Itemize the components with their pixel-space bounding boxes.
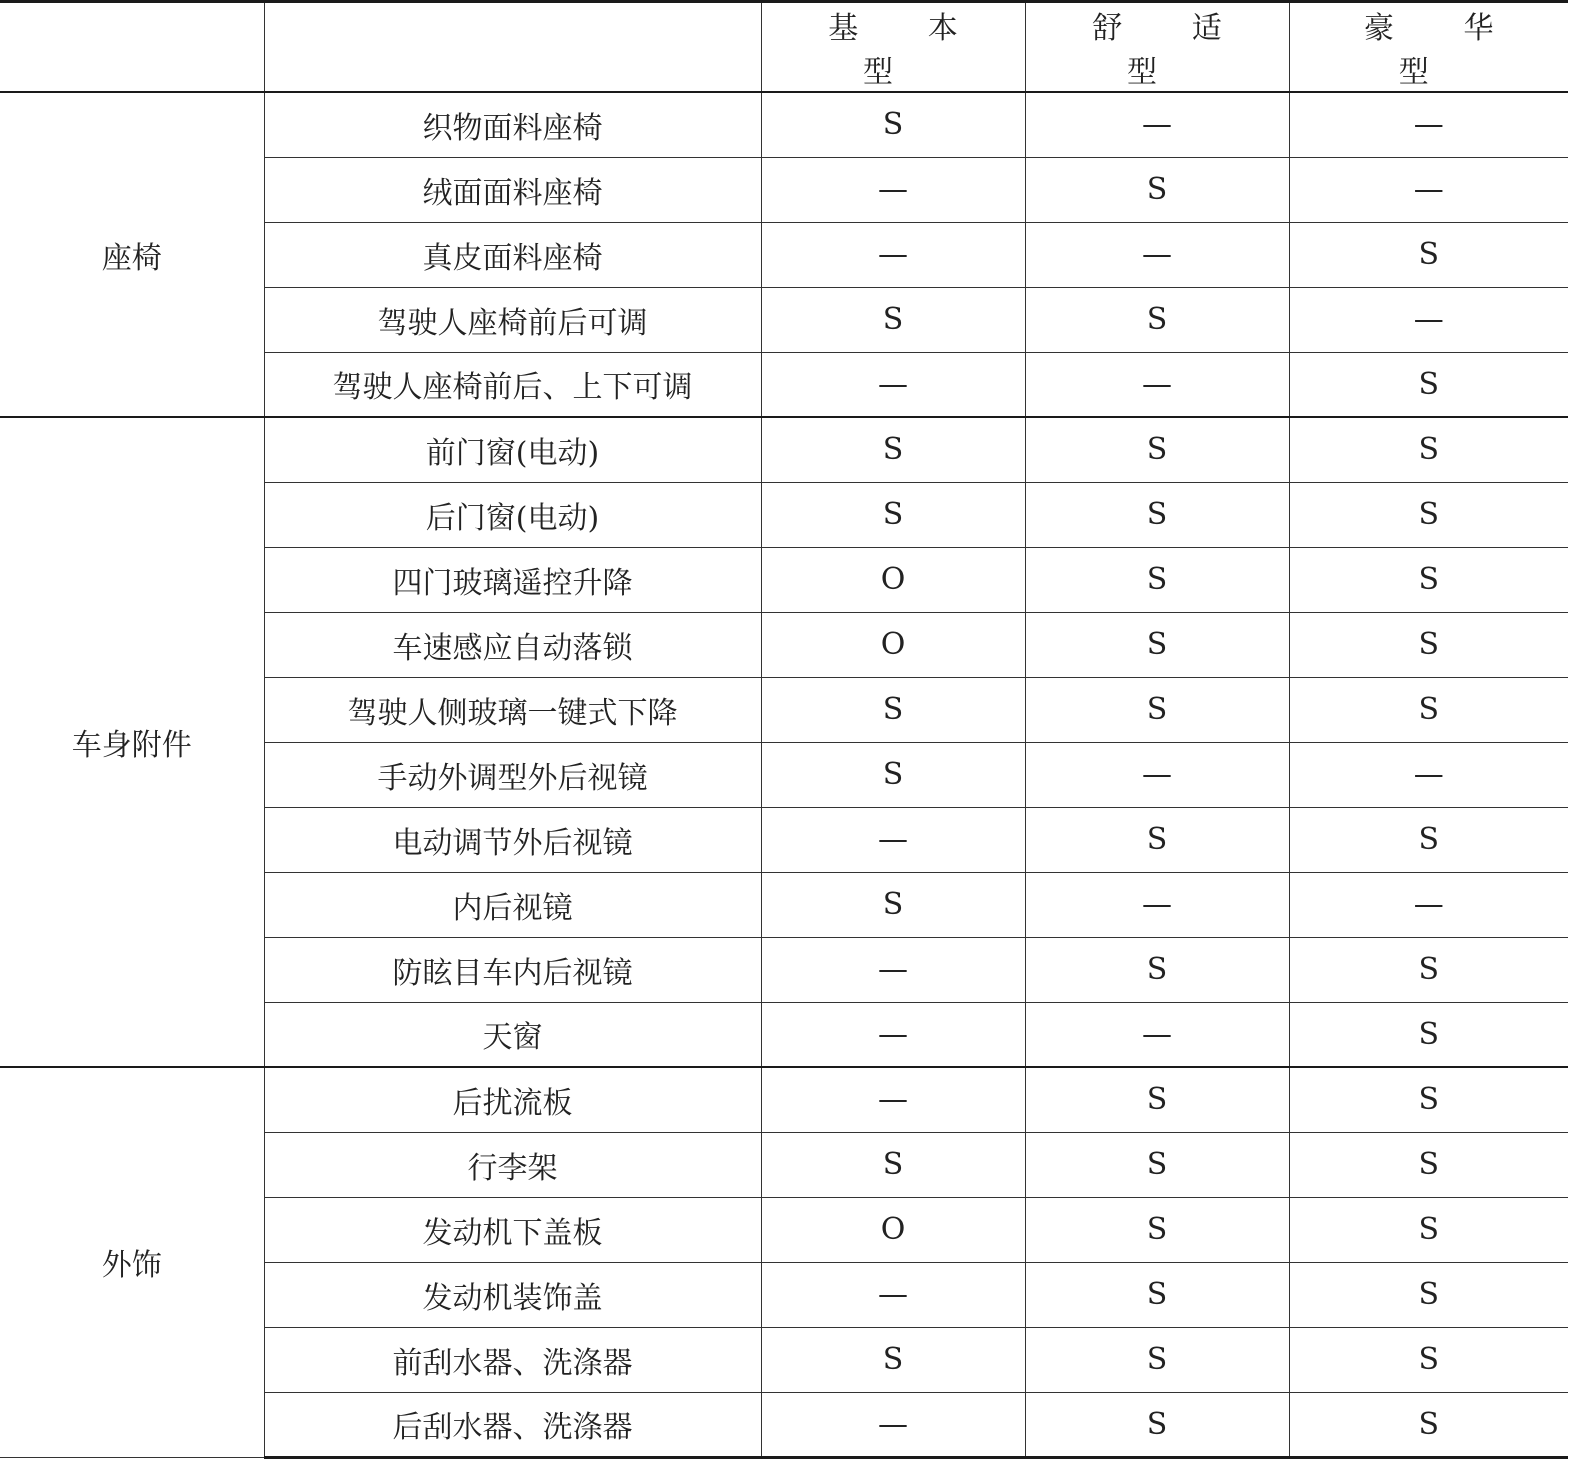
value-cell-luxury: S (1289, 1067, 1568, 1132)
value-cell-comfort: S (1025, 677, 1289, 742)
value-cell-basic: O (761, 612, 1025, 677)
value-cell-comfort: — (1025, 1002, 1289, 1067)
value-cell-comfort: S (1025, 937, 1289, 1002)
value-cell-basic: — (761, 937, 1025, 1002)
feature-name-cell: 电动调节外后视镜 (264, 807, 761, 872)
feature-name-cell: 手动外调型外后视镜 (264, 742, 761, 807)
feature-name-cell: 内后视镜 (264, 872, 761, 937)
value-cell-basic: S (761, 1132, 1025, 1197)
value-cell-luxury: S (1289, 482, 1568, 547)
category-cell: 车身附件 (0, 417, 264, 1067)
value-cell-luxury: S (1289, 547, 1568, 612)
value-cell-luxury: — (1289, 742, 1568, 807)
value-cell-luxury: S (1289, 1132, 1568, 1197)
header-comfort: 舒 适 型 (1025, 2, 1289, 93)
value-cell-comfort: S (1025, 1262, 1289, 1327)
value-cell-basic: — (761, 1392, 1025, 1457)
value-cell-luxury: S (1289, 937, 1568, 1002)
value-cell-luxury: S (1289, 352, 1568, 417)
value-cell-luxury: S (1289, 1327, 1568, 1392)
spec-body (0, 92, 1568, 1457)
value-cell-basic: S (761, 92, 1025, 157)
feature-name-cell: 驾驶人侧玻璃一键式下降 (264, 677, 761, 742)
category-cell: 座椅 (0, 92, 264, 417)
feature-name-cell: 织物面料座椅 (264, 92, 761, 157)
value-cell-comfort: S (1025, 157, 1289, 222)
feature-name-cell: 驾驶人座椅前后可调 (264, 287, 761, 352)
value-cell-comfort: S (1025, 1197, 1289, 1262)
feature-name-cell: 前刮水器、洗涤器 (264, 1327, 761, 1392)
feature-name-cell: 行李架 (264, 1132, 761, 1197)
feature-name-cell: 驾驶人座椅前后、上下可调 (264, 352, 761, 417)
value-cell-luxury: S (1289, 1002, 1568, 1067)
feature-name-cell: 四门玻璃遥控升降 (264, 547, 761, 612)
value-cell-luxury: — (1289, 872, 1568, 937)
feature-name-cell: 防眩目车内后视镜 (264, 937, 761, 1002)
feature-name-cell: 车速感应自动落锁 (264, 612, 761, 677)
value-cell-comfort: — (1025, 352, 1289, 417)
value-cell-comfort: S (1025, 482, 1289, 547)
table-row (0, 92, 1568, 157)
category-cell: 外饰 (0, 1067, 264, 1457)
value-cell-comfort: — (1025, 222, 1289, 287)
value-cell-basic: S (761, 417, 1025, 482)
value-cell-comfort: S (1025, 1067, 1289, 1132)
value-cell-basic: O (761, 1197, 1025, 1262)
value-cell-luxury: — (1289, 92, 1568, 157)
value-cell-basic: S (761, 872, 1025, 937)
header-basic: 基 本 型 (761, 2, 1025, 93)
value-cell-basic: — (761, 157, 1025, 222)
value-cell-luxury: S (1289, 1262, 1568, 1327)
value-cell-luxury: S (1289, 677, 1568, 742)
value-cell-luxury: S (1289, 222, 1568, 287)
table-row (0, 417, 1568, 482)
value-cell-luxury: — (1289, 157, 1568, 222)
header-blank-category (0, 2, 264, 93)
value-cell-basic: — (761, 1262, 1025, 1327)
value-cell-comfort: S (1025, 547, 1289, 612)
feature-name-cell: 发动机下盖板 (264, 1197, 761, 1262)
value-cell-basic: S (761, 287, 1025, 352)
value-cell-luxury: S (1289, 1392, 1568, 1457)
feature-name-cell: 真皮面料座椅 (264, 222, 761, 287)
value-cell-luxury: S (1289, 807, 1568, 872)
header-luxury: 豪 华 型 (1289, 2, 1568, 93)
value-cell-basic: — (761, 1002, 1025, 1067)
feature-name-cell: 后扰流板 (264, 1067, 761, 1132)
feature-name-cell: 发动机装饰盖 (264, 1262, 761, 1327)
value-cell-basic: O (761, 547, 1025, 612)
feature-name-cell: 后刮水器、洗涤器 (264, 1392, 761, 1457)
value-cell-basic: — (761, 807, 1025, 872)
table-row (0, 1067, 1568, 1132)
value-cell-comfort: S (1025, 417, 1289, 482)
value-cell-basic: S (761, 1327, 1025, 1392)
header-blank-item (264, 2, 761, 93)
value-cell-comfort: S (1025, 1327, 1289, 1392)
value-cell-basic: — (761, 1067, 1025, 1132)
value-cell-comfort: — (1025, 742, 1289, 807)
value-cell-basic: S (761, 677, 1025, 742)
feature-name-cell: 前门窗(电动) (264, 417, 761, 482)
value-cell-comfort: S (1025, 1392, 1289, 1457)
header-row (0, 2, 1568, 93)
value-cell-comfort: — (1025, 872, 1289, 937)
value-cell-basic: — (761, 352, 1025, 417)
value-cell-luxury: S (1289, 1197, 1568, 1262)
value-cell-comfort: — (1025, 92, 1289, 157)
value-cell-luxury: — (1289, 287, 1568, 352)
value-cell-comfort: S (1025, 1132, 1289, 1197)
feature-name-cell: 绒面面料座椅 (264, 157, 761, 222)
feature-name-cell: 后门窗(电动) (264, 482, 761, 547)
value-cell-luxury: S (1289, 612, 1568, 677)
feature-name-cell: 天窗 (264, 1002, 761, 1067)
value-cell-basic: S (761, 742, 1025, 807)
value-cell-comfort: S (1025, 612, 1289, 677)
value-cell-comfort: S (1025, 287, 1289, 352)
value-cell-luxury: S (1289, 417, 1568, 482)
value-cell-comfort: S (1025, 807, 1289, 872)
value-cell-basic: — (761, 222, 1025, 287)
value-cell-basic: S (761, 482, 1025, 547)
